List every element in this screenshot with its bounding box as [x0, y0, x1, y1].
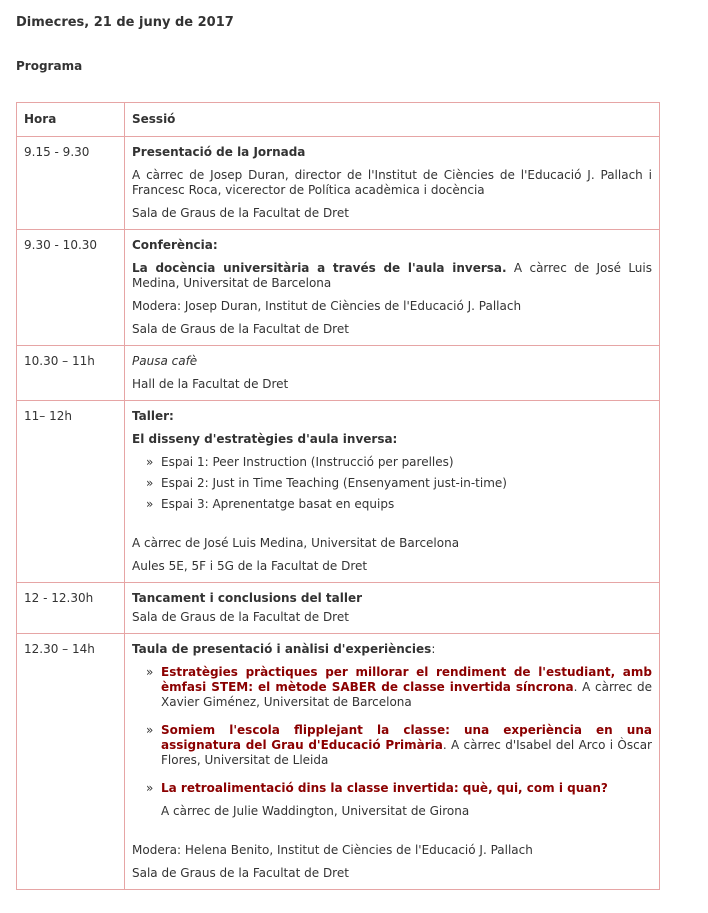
row-time: 12.30 – 14h — [17, 634, 125, 890]
row-session — [125, 346, 660, 401]
session-title-suffix: : — [431, 642, 436, 656]
row-time: 11– 12h — [17, 401, 125, 583]
session-place: Sala de Graus de la Facultat de Dret — [132, 206, 349, 220]
talk-speaker: A càrrec de José Luis Medina, Universitat de Barcelona — [132, 261, 652, 290]
list-item — [146, 723, 652, 768]
session-talk — [132, 261, 652, 291]
session-moderator: Modera: Josep Duran, Institut de Ciències de l'Educació J. Pallach — [132, 299, 522, 313]
experience-speakers: . A càrrec de Xavier Giménez, Universitat de Barcelona — [161, 680, 652, 709]
talk-title: La docència universitària a través de l'aula inversa. — [132, 261, 507, 275]
session-place: Sala de Graus de la Facultat de Dret — [132, 866, 349, 880]
list-item — [146, 781, 652, 796]
session-place: Sala de Graus de la Facultat de Dret — [132, 322, 349, 336]
experience-speakers: A càrrec de Julie Waddington, Universitat de Girona — [161, 804, 470, 818]
table-row — [17, 634, 660, 890]
table-header-row — [17, 103, 660, 137]
header-hora: Hora — [17, 103, 125, 137]
list-item: » Espai 3: Aprenentatge basat en equips — [146, 497, 652, 512]
experience-title: La retroalimentació dins la classe invertida: què, qui, com i quan? — [161, 781, 608, 795]
table-row — [17, 346, 660, 401]
row-session — [125, 401, 660, 583]
program-table — [16, 102, 660, 890]
session-place: Sala de Graus de la Facultat de Dret — [132, 610, 349, 624]
session-speaker: A càrrec de José Luis Medina, Universitat de Barcelona — [132, 536, 460, 550]
row-time: 12 - 12.30h — [17, 583, 125, 634]
session-place: Hall de la Facultat de Dret — [132, 377, 289, 391]
row-time: 9.15 - 9.30 — [17, 137, 125, 230]
table-row — [17, 230, 660, 346]
list-item — [146, 665, 652, 710]
experience-speakers: . A càrrec d'Isabel del Arco i Òscar Flores, Universitat de Lleida — [161, 738, 652, 767]
session-title: Conferència: — [132, 238, 218, 252]
table-row — [17, 583, 660, 634]
session-moderator: Modera: Helena Benito, Institut de Ciències de l'Educació J. Pallach — [132, 843, 533, 857]
session-title-line — [132, 642, 652, 657]
row-session — [125, 230, 660, 346]
row-time: 10.30 – 11h — [17, 346, 125, 401]
row-session — [125, 137, 660, 230]
session-title: Tancament i conclusions del taller — [132, 591, 363, 605]
row-session — [125, 634, 660, 890]
table-row — [17, 401, 660, 583]
session-title: Taula de presentació i anàlisi d'experiències — [132, 642, 432, 656]
experience-title: Estratègies pràctiques per millorar el rendiment de l'estudiant, amb èmfasi STEM: el mètode SABER de classe invertida síncrona — [161, 665, 652, 694]
session-subtitle: El disseny d'estratègies d'aula inversa: — [132, 432, 398, 446]
list-item: » Espai 2: Just in Time Teaching (Ensenyament just-in-time) — [146, 476, 652, 491]
row-session — [125, 583, 660, 634]
workshop-list — [132, 455, 652, 512]
row-time: 9.30 - 10.30 — [17, 230, 125, 346]
session-speakers: A càrrec de Josep Duran, director de l'Institut de Ciències de l'Educació J. Pallach i Francesc Roca, vicerector de Política acadèmica i docència — [132, 168, 652, 197]
session-title: Presentació de la Jornada — [132, 145, 306, 159]
experience-title: Somiem l'escola flipplejant la classe: una experiència en una assignatura del Grau d'Educació Primària — [161, 723, 652, 752]
session-place: Aules 5E, 5F i 5G de la Facultat de Dret — [132, 559, 368, 573]
experiences-list — [132, 665, 652, 796]
event-date: Dimecres, 21 de juny de 2017 — [16, 15, 234, 30]
session-title: Taller: — [132, 409, 174, 423]
header-sessio: Sessió — [125, 103, 660, 137]
program-heading: Programa — [16, 59, 83, 73]
list-item: » Espai 1: Peer Instruction (Instrucció per parelles) — [146, 455, 652, 470]
table-row — [17, 137, 660, 230]
session-title: Pausa cafè — [132, 354, 198, 368]
